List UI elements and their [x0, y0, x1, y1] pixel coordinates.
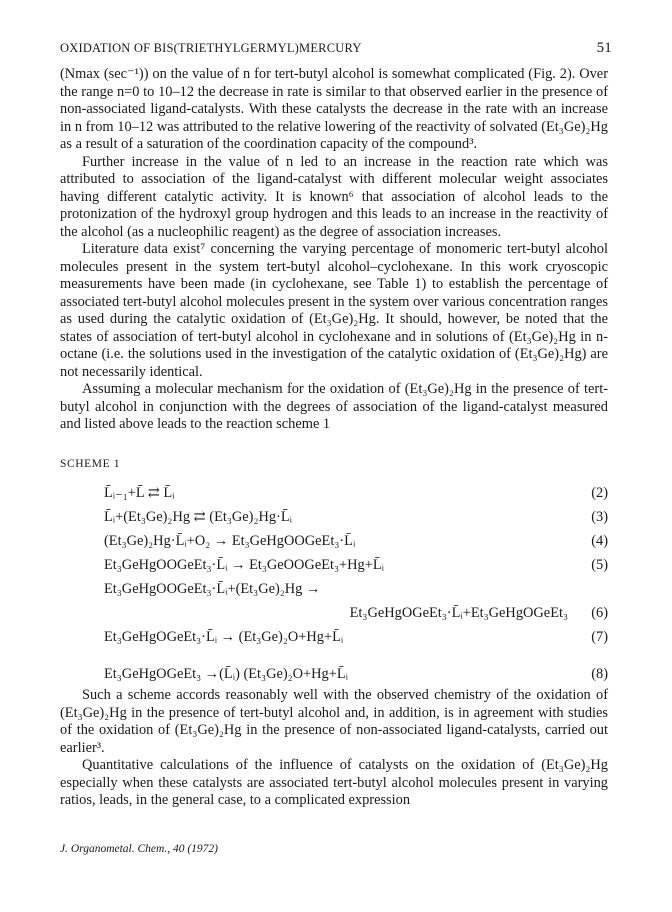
equation-text: Et₃GeHgOGeEt₃ →(L̄ᵢ) (Et₃Ge)₂O+Hg+L̄ᵢ — [104, 665, 349, 682]
paragraph: Quantitative calculations of the influence of catalysts on the oxidation of (Et₃Ge)₂Hg especially when these catalysts are associated tert-butyl alcohol molecules present in varying ratios, leads, in the general case, to a complicated expression — [60, 757, 608, 808]
equation-continuation — [60, 605, 608, 629]
equation-number: (4) — [591, 533, 608, 549]
paragraph: Further increase in the value of n led to an increase in the reaction rate which was attributed to association of the ligand-catalyst with different molecular weight associates having different catalytic activity. It is known⁶ that association of alcohol leads to the protonization of the hydroxyl group hydrogen and this leads to an increase in the reactivity of the alcohol (as a nucleophilic reagent) as the degree of association increases. — [60, 153, 608, 240]
running-title: OXIDATION OF BIS(TRIETHYLGERMYL)MERCURY — [60, 41, 362, 55]
equation-number: (8) — [591, 665, 608, 682]
equation-text: Et₃GeHgOGeEt₃·L̄ᵢ+Et₃GeHgOGeEt₃ — [349, 605, 568, 621]
equation-number: (5) — [591, 557, 608, 573]
page-number: 51 — [596, 40, 612, 56]
equation — [60, 629, 608, 653]
reaction-scheme — [60, 485, 608, 687]
equation — [60, 533, 608, 557]
equation-number: (3) — [591, 509, 608, 525]
equation-number: (7) — [591, 629, 608, 645]
equation — [60, 581, 608, 605]
equation-text: L̄ᵢ+(Et₃Ge)₂Hg ⇄ (Et₃Ge)₂Hg·L̄ᵢ — [104, 509, 292, 525]
equation — [60, 509, 608, 533]
equation-text: (Et₃Ge)₂Hg·L̄ᵢ+O₂ → Et₃GeHgOOGeEt₃·L̄ᵢ — [104, 533, 356, 549]
equation-text: Et₃GeHgOOGeEt₃·L̄ᵢ → Et₃GeOOGeEt₃+Hg+L̄ᵢ — [104, 557, 384, 573]
scheme-title: SCHEME 1 — [60, 457, 121, 470]
equation-number: (6) — [591, 605, 608, 621]
equation — [60, 485, 608, 509]
journal-citation: J. Organometal. Chem., 40 (1972) — [60, 843, 218, 855]
equation-text: Et₃GeHgOOGeEt₃·L̄ᵢ+(Et₃Ge)₂Hg → — [104, 581, 321, 597]
paragraph: Assuming a molecular mechanism for the oxidation of (Et₃Ge)₂Hg in the presence of tert-butyl alcohol in conjunction with the degrees of association of the ligand-catalyst measured and listed above leads to the reaction scheme 1 — [60, 381, 608, 432]
equation-text: L̄ᵢ₋₁+L̄ ⇄ L̄ᵢ — [104, 485, 175, 501]
article-body — [60, 66, 608, 810]
equation-text: Et₃GeHgOGeEt₃·L̄ᵢ → (Et₃Ge)₂O+Hg+L̄ᵢ — [104, 629, 344, 645]
equation-number: (2) — [591, 485, 608, 501]
paragraph: Such a scheme accords reasonably well with the observed chemistry of the oxidation of (Et₃Ge)₂Hg in the presence of tert-butyl alcohol and, in addition, is in agreement with studies of the oxidation of (Et₃Ge)₂Hg in the presence of non-associated ligand-catalysts, carried out earlier³. — [60, 687, 608, 756]
equation — [60, 557, 608, 581]
paragraph: (Nmax (sec⁻¹)) on the value of n for tert-butyl alcohol is somewhat complicated (Fig. 2). Over the range n=0 to 10–12 the decrease in rate is similar to that observed earlier in the presence of non-associated ligand-catalysts. With these catalysts the decrease in the rate with an increase in n from 10–12 was attributed to the relative lowering of the reactivity of solvated (Et₃Ge)₂Hg as a result of a saturation of the coordination capacity of the compound³. — [60, 66, 608, 152]
equation — [60, 653, 608, 687]
page-header — [60, 40, 612, 57]
paragraph: Literature data exist⁷ concerning the varying percentage of monomeric tert-butyl alcohol molecules present in the system tert-butyl alcohol–cyclohexane. In this work cryoscopic measurements have been made (in cyclohexane, see Table 1) to establish the percentage of associated tert-butyl alcohol molecules present in the system over various concentration ranges as used during the catalytic oxidation of (Et₃Ge)₂Hg. It should, however, be noted that the states of association of tert-butyl alcohol in cyclohexane and in solutions of (Et₃Ge)₂Hg in n-octane (i.e. the solutions used in the investigation of the catalytic oxidation of (Et₃Ge)₂Hg) are not necessarily identical. — [60, 241, 608, 380]
